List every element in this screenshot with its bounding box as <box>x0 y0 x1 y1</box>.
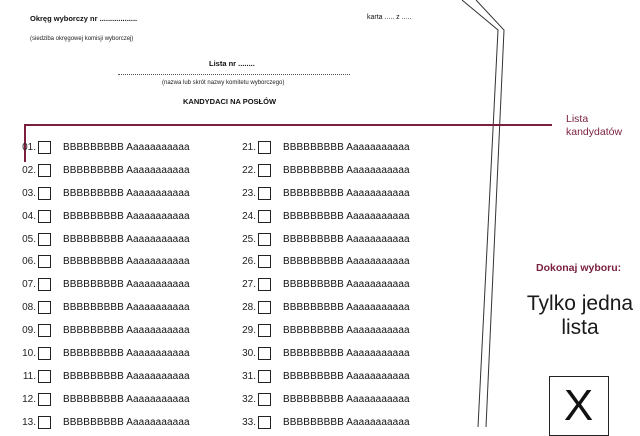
candidate-number: 28. <box>242 302 256 314</box>
candidate-number: 08. <box>22 302 36 314</box>
district-label: Okręg wyborczy nr .................. <box>30 14 138 23</box>
candidate-row <box>20 388 190 411</box>
candidate-name: BBBBBBBBB Aaaaaaaaaaa <box>63 141 190 153</box>
candidate-name: BBBBBBBBB Aaaaaaaaaaa <box>283 325 410 337</box>
candidate-name: BBBBBBBBB Aaaaaaaaaaa <box>63 164 190 176</box>
candidate-name: BBBBBBBBB Aaaaaaaaaaa <box>63 370 190 382</box>
candidate-name: BBBBBBBBB Aaaaaaaaaaa <box>283 187 410 199</box>
card-label: karta ..... z ..... <box>367 14 412 21</box>
candidate-name: BBBBBBBBB Aaaaaaaaaaa <box>283 164 410 176</box>
candidate-name: BBBBBBBBB Aaaaaaaaaaa <box>283 347 410 359</box>
x-mark-icon: X <box>563 381 594 430</box>
list-number-label: Lista nr ........ <box>209 59 255 68</box>
candidate-name: BBBBBBBBB Aaaaaaaaaaa <box>63 325 190 337</box>
candidate-row <box>240 319 410 342</box>
candidate-number: 29. <box>242 325 256 337</box>
candidate-number: 11. <box>22 370 36 382</box>
candidate-row <box>20 365 190 388</box>
candidate-row <box>20 250 190 273</box>
candidate-name: BBBBBBBBB Aaaaaaaaaaa <box>63 416 190 428</box>
candidate-number: 33. <box>242 416 256 428</box>
candidate-row <box>20 411 190 434</box>
committee-name-line <box>118 74 350 75</box>
candidate-checkbox[interactable] <box>38 164 51 177</box>
candidate-checkbox[interactable] <box>38 347 51 360</box>
candidate-name: BBBBBBBBB Aaaaaaaaaaa <box>63 393 190 405</box>
candidate-name: BBBBBBBBB Aaaaaaaaaaa <box>283 279 410 291</box>
candidate-number: 31. <box>242 370 256 382</box>
candidate-name: BBBBBBBBB Aaaaaaaaaaa <box>63 347 190 359</box>
candidate-row <box>20 342 190 365</box>
candidate-row <box>240 205 410 228</box>
list-callout-label: Lista kandydatów <box>566 113 623 138</box>
candidate-name: BBBBBBBBB Aaaaaaaaaaa <box>283 370 410 382</box>
candidate-checkbox[interactable] <box>258 233 271 246</box>
candidate-number: 04. <box>22 210 36 222</box>
candidate-name: BBBBBBBBB Aaaaaaaaaaa <box>63 187 190 199</box>
candidate-number: 02. <box>22 164 36 176</box>
candidate-number: 32. <box>242 393 256 405</box>
candidate-checkbox[interactable] <box>38 324 51 337</box>
candidate-name: BBBBBBBBB Aaaaaaaaaaa <box>283 393 410 405</box>
candidate-row <box>20 205 190 228</box>
candidate-row <box>20 136 190 159</box>
candidate-checkbox[interactable] <box>258 141 271 154</box>
candidate-checkbox[interactable] <box>38 301 51 314</box>
candidate-name: BBBBBBBBB Aaaaaaaaaaa <box>63 210 190 222</box>
candidate-checkbox[interactable] <box>258 255 271 268</box>
candidate-number: 22. <box>242 164 256 176</box>
candidate-row <box>240 342 410 365</box>
candidate-checkbox[interactable] <box>38 255 51 268</box>
candidate-name: BBBBBBBBB Aaaaaaaaaaa <box>283 302 410 314</box>
candidate-checkbox[interactable] <box>258 347 271 360</box>
district-sub: (siedziba okręgowej komisji wyborczej) <box>30 36 134 42</box>
candidate-name: BBBBBBBBB Aaaaaaaaaaa <box>283 210 410 222</box>
candidate-number: 21. <box>242 141 256 153</box>
candidate-name: BBBBBBBBB Aaaaaaaaaaa <box>283 233 410 245</box>
candidates-column-left <box>20 136 190 434</box>
committee-name-sub: (nazwa lub skrót nazwy komitetu wyborczego) <box>162 80 285 86</box>
candidate-number: 03. <box>22 187 36 199</box>
candidate-number: 01. <box>22 141 36 153</box>
candidate-row <box>20 182 190 205</box>
candidate-row <box>240 228 410 251</box>
candidate-checkbox[interactable] <box>258 210 271 223</box>
candidate-row <box>240 411 410 434</box>
candidate-checkbox[interactable] <box>258 301 271 314</box>
candidate-checkbox[interactable] <box>38 370 51 383</box>
candidate-row <box>240 182 410 205</box>
candidate-name: BBBBBBBBB Aaaaaaaaaaa <box>63 279 190 291</box>
candidate-number: 09. <box>22 325 36 337</box>
candidate-row <box>240 273 410 296</box>
candidate-row <box>240 159 410 182</box>
candidate-row <box>20 319 190 342</box>
candidate-number: 10. <box>22 347 36 359</box>
candidate-row <box>240 296 410 319</box>
example-vote-box <box>549 376 609 436</box>
candidate-row <box>20 296 190 319</box>
only-one-list-label: Tylko jedna lista <box>526 292 634 339</box>
candidate-number: 05. <box>22 233 36 245</box>
candidate-row <box>20 228 190 251</box>
candidate-number: 12. <box>22 393 36 405</box>
candidate-number: 06. <box>22 256 36 268</box>
candidate-number: 30. <box>242 347 256 359</box>
candidate-checkbox[interactable] <box>258 164 271 177</box>
candidate-name: BBBBBBBBB Aaaaaaaaaaa <box>63 256 190 268</box>
candidate-name: BBBBBBBBB Aaaaaaaaaaa <box>283 141 410 153</box>
candidate-row <box>20 159 190 182</box>
candidate-number: 24. <box>242 210 256 222</box>
candidate-number: 26. <box>242 256 256 268</box>
candidate-checkbox[interactable] <box>258 278 271 291</box>
candidate-checkbox[interactable] <box>38 210 51 223</box>
list-callout-line <box>24 124 552 126</box>
candidates-title: KANDYDACI NA POSŁÓW <box>183 97 277 106</box>
candidate-row <box>20 273 190 296</box>
candidate-checkbox[interactable] <box>258 393 271 406</box>
candidate-checkbox[interactable] <box>258 187 271 200</box>
candidate-number: 23. <box>242 187 256 199</box>
candidate-name: BBBBBBBBB Aaaaaaaaaaa <box>283 416 410 428</box>
candidate-row <box>240 136 410 159</box>
candidate-checkbox[interactable] <box>38 233 51 246</box>
candidate-row <box>240 365 410 388</box>
candidate-checkbox[interactable] <box>38 141 51 154</box>
candidate-checkbox[interactable] <box>258 370 271 383</box>
candidate-row <box>240 250 410 273</box>
candidate-row <box>240 388 410 411</box>
candidate-number: 25. <box>242 233 256 245</box>
candidate-number: 07. <box>22 279 36 291</box>
candidate-checkbox[interactable] <box>38 187 51 200</box>
candidate-checkbox[interactable] <box>258 324 271 337</box>
candidate-name: BBBBBBBBB Aaaaaaaaaaa <box>63 302 190 314</box>
choose-label: Dokonaj wyboru: <box>536 262 622 274</box>
candidates-column-right <box>240 136 410 434</box>
candidate-number: 13. <box>22 416 36 428</box>
candidate-name: BBBBBBBBB Aaaaaaaaaaa <box>63 233 190 245</box>
candidate-number: 27. <box>242 279 256 291</box>
candidate-name: BBBBBBBBB Aaaaaaaaaaa <box>283 256 410 268</box>
candidate-checkbox[interactable] <box>38 393 51 406</box>
candidate-checkbox[interactable] <box>38 278 51 291</box>
